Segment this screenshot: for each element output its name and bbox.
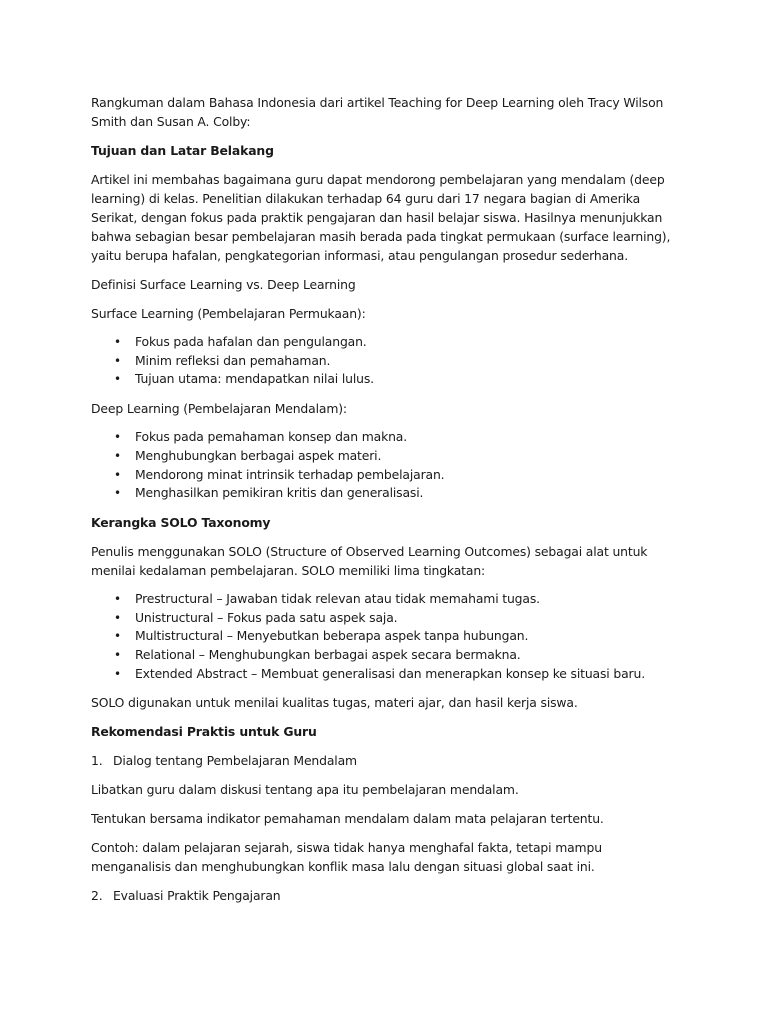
list-item-text: Menghasilkan pemikiran kritis dan generalisasi. [135, 485, 424, 501]
bullet-icon: • [114, 666, 121, 681]
bullet-icon: • [114, 467, 121, 482]
list-item-text: Unistructural – Fokus pada satu aspek saja. [135, 609, 398, 625]
bullet-icon: • [114, 372, 121, 387]
list-item-text: Relational – Menghubungkan berbagai aspek secara bermakna. [135, 647, 521, 663]
list-item [91, 627, 677, 646]
list-item [91, 665, 677, 684]
definition-title: Definisi Surface Learning vs. Deep Learning [91, 277, 356, 292]
solo-closing-paragraph: SOLO digunakan untuk menilai kualitas tugas, materi ajar, dan hasil kerja siswa. [91, 695, 578, 711]
recommendation-paragraph-2: Tentukan bersama indikator pemahaman mendalam dalam mata pelajaran tertentu. [91, 811, 604, 827]
list-item-text: Multistructural – Menyebutkan beberapa aspek tanpa hubungan. [135, 628, 529, 644]
surface-learning-label: Surface Learning (Pembelajaran Permukaan): [91, 306, 366, 321]
bullet-icon: • [114, 486, 121, 501]
list-item [91, 352, 677, 371]
surface-learning-list [91, 333, 677, 389]
list-item [91, 370, 677, 389]
list-item [91, 609, 677, 628]
deep-learning-list [91, 428, 677, 503]
bullet-icon: • [114, 430, 121, 445]
list-item [91, 428, 677, 447]
solo-paragraph: Penulis menggunakan SOLO (Structure of Observed Learning Outcomes) sebagai alat untuk menilai kedalaman pembelajaran. SOLO memiliki lima tingkatan: [91, 543, 648, 578]
recommendation-paragraph-1: Libatkan guru dalam diskusi tentang apa itu pembelajaran mendalam. [91, 782, 519, 798]
bullet-icon: • [114, 610, 121, 625]
list-item [91, 484, 677, 503]
heading-recommendations: Rekomendasi Praktis untuk Guru [91, 724, 317, 740]
bullet-icon: • [114, 335, 121, 349]
list-item-text: Tujuan utama: mendapatkan nilai lulus. [135, 371, 374, 387]
list-item [91, 447, 677, 466]
numbered-item-1 [91, 751, 677, 770]
bullet-icon: • [114, 448, 121, 463]
intro-paragraph: Rangkuman dalam Bahasa Indonesia dari artikel Teaching for Deep Learning oleh Tracy Wilson Smith dan Susan A. Colby: [91, 95, 664, 129]
bullet-icon: • [114, 648, 121, 663]
list-item-text: Mendorong minat intrinsik terhadap pembelajaran. [135, 466, 445, 482]
item-number: 2. [91, 888, 103, 904]
bullet-icon: • [114, 629, 121, 644]
item-number: 1. [91, 753, 103, 769]
heading-goals-background: Tujuan dan Latar Belakang [91, 143, 274, 158]
list-item-text: Minim refleksi dan pemahaman. [135, 352, 331, 368]
list-item-text: Fokus pada pemahaman konsep dan makna. [135, 429, 408, 445]
deep-learning-label: Deep Learning (Pembelajaran Mendalam): [91, 401, 347, 417]
goals-paragraph: Artikel ini membahas bagaimana guru dapat mendorong pembelajaran yang mendalam (deep learning) di kelas. Penelitian dilakukan terhadap 64 guru dari 17 negara bagian di Amerika Serikat, dengan fokus pada praktik pengajaran dan hasil belajar siswa. Hasilnya menunjukkan bahwa sebagian besar pembelajaran masih berada pada tingkat permukaan (surface learning), yaitu berupa hafalan, pengkategorian informasi, atau pengulangan prosedur sederhana. [91, 172, 671, 263]
document-page [91, 93, 677, 915]
solo-levels-list [91, 590, 677, 684]
list-item [91, 646, 677, 665]
list-item-text: Extended Abstract – Membuat generalisasi dan menerapkan konsep ke situasi baru. [135, 665, 645, 681]
item-title: Evaluasi Praktik Pengajaran [113, 888, 281, 904]
bullet-icon: • [114, 353, 121, 368]
list-item-text: Fokus pada hafalan dan pengulangan. [135, 334, 367, 349]
bullet-icon: • [114, 591, 121, 606]
item-title: Dialog tentang Pembelajaran Mendalam [113, 753, 357, 769]
list-item-text: Menghubungkan berbagai aspek materi. [135, 447, 382, 463]
list-item [91, 590, 677, 609]
list-item-text: Prestructural – Jawaban tidak relevan atau tidak memahami tugas. [135, 590, 540, 606]
list-item [91, 466, 677, 485]
list-item [91, 333, 677, 352]
numbered-item-2 [91, 886, 677, 905]
heading-solo-taxonomy: Kerangka SOLO Taxonomy [91, 514, 271, 530]
recommendation-example-paragraph: Contoh: dalam pelajaran sejarah, siswa tidak hanya menghafal fakta, tetapi mampu menganalisis dan menghubungkan konflik masa lalu dengan situasi global saat ini. [91, 840, 602, 875]
